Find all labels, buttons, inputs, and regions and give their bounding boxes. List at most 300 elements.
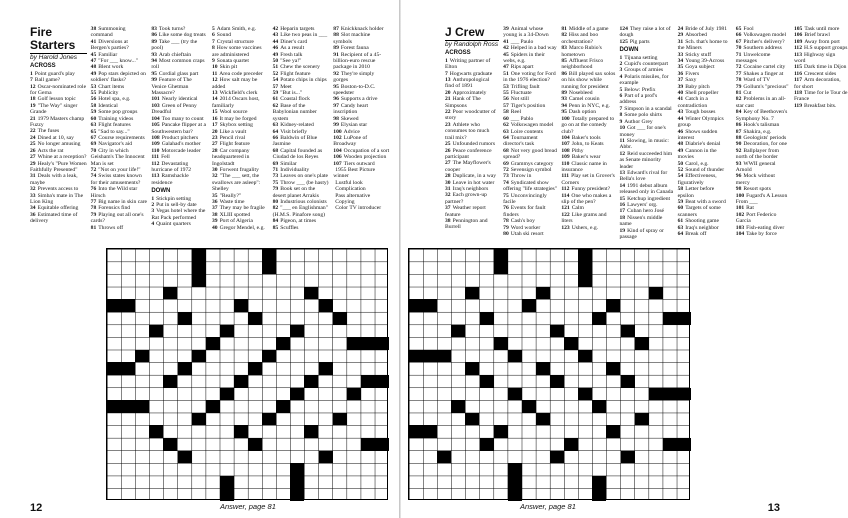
black-square [107,362,121,375]
clue-number: 16 [211,115,218,122]
clue-text: Scuffles [280,224,299,231]
black-square [409,350,423,363]
clue-text: Fresh talk [280,51,303,58]
clue-text: Adam Smith, e.g. [216,26,257,32]
clue-number: 78 [503,218,509,225]
black-square [248,362,262,375]
clue-number: 45 [90,51,97,58]
clue-number: 37 [445,205,451,212]
clue-text: Acts the rat [37,147,64,154]
black-square [178,312,192,325]
clue-number: 68 [272,147,279,154]
clue-text: 1955 Best Picture winner [333,166,376,180]
clue-number: 93 [735,160,742,167]
clue-text: Stickpin setting [156,195,192,202]
clue-item [503,180,557,193]
clue-number: 72 [735,64,742,71]
black-square [290,388,304,401]
black-square [494,337,508,350]
clue-text: Take by force [746,231,777,237]
black-square [480,438,494,451]
clue-number: 9 [619,118,623,125]
black-square [649,388,663,401]
clue-number: 33 [30,192,36,199]
clue-number: 63 [677,224,684,231]
clue-text: Wool source [219,109,248,116]
clue-number: 106 [793,32,803,39]
black-square [178,362,192,375]
clue-text: Loire contents [510,128,543,135]
clue-number: 72 [503,166,509,173]
clue-text: Affluent Frisco neighborhood [561,58,604,71]
clue-number: 86 [151,32,157,39]
clue-text: Penn in NYC, e.g. [568,102,610,109]
clue-number: 13 [211,90,218,97]
clue-number: 49 [90,70,97,77]
clue-text: Baby pitch [685,83,710,90]
black-square [276,337,290,350]
clue-text: Sticky stuff [685,51,712,58]
clue-text: Athlete who consumes too much trail mix? [445,121,490,141]
black-square [163,375,177,388]
clue-number: 63 [503,128,509,135]
clue-text: Visit briefly [280,128,308,135]
black-square [262,413,276,426]
black-square [550,451,564,464]
clue-number: 93 [151,51,157,58]
right-page [400,0,848,518]
black-square [451,400,465,413]
clue-number: 64 [272,128,279,135]
clue-number: 4 [151,221,155,228]
clue-number: 85 [272,224,279,231]
clue-text: Fluctuate [510,90,532,97]
right-down-heading: DOWN [619,47,639,54]
clue-number: 108 [151,134,160,141]
clue-item [445,77,499,90]
clue-item [273,135,330,148]
clue-number: 102 [735,211,745,218]
clue-item [91,26,148,39]
clue-number: 36 [211,198,218,205]
clue-number: 118 [793,90,803,97]
clue-text: Diversions at Bergen's parties? [90,38,129,52]
clue-text: Volkswagen model [743,32,786,39]
black-square [163,438,177,451]
black-square [423,425,437,438]
clue-item [212,96,269,109]
black-square [578,274,592,287]
black-square [621,325,635,338]
clue-item [678,173,732,186]
clue-text: Play set in Grover's Corners [561,173,615,186]
clue-text: Base of the Babylonian number system [272,102,317,122]
black-square [121,400,135,413]
clue-item [273,205,330,218]
clue-text: City in which Geisham's The Innocent Man is set [90,147,145,167]
black-square [206,337,220,350]
clue-text: Crescent sides [804,70,837,77]
black-square [494,262,508,275]
clue-text: Supports a drive [340,96,378,103]
black-square [135,400,149,413]
clue-text: Dined at 10, say [37,134,74,141]
clue-text: Breakfast bits. [804,102,837,109]
clue-text: Reid succeeded him as Senate minority leader [619,150,673,170]
clue-text: Shakes a finger at [743,70,784,77]
clue-item [445,122,499,141]
clue-text: Chew the scenery [280,64,320,71]
left-crossword-grid[interactable] [106,248,388,500]
clue-number: 101 [735,205,745,212]
clue-text: Spiders in their webs, e.g. [503,51,545,65]
clue-text: Anthropological find of 1891 [445,77,490,90]
clue-text: Writing partner of Elton [445,57,491,71]
clue-text: Capital founded as Ciudad de los Reyes [272,147,323,161]
clue-text: Summoning command [90,26,126,39]
clue-number: 47 [90,58,97,65]
clue-item [30,161,87,174]
clue-number: 7 [445,70,448,77]
clue-text: Baldwin of Blue Jasmine [272,134,318,148]
clue-text: Fivers [685,70,700,77]
clue-item [151,208,208,221]
clue-text: Product pitchers [161,134,199,141]
clue-number: 50 [677,160,684,167]
clue-item [445,218,499,231]
right-title-box [445,26,499,48]
clue-item [736,52,790,65]
clue-text: Candy heart inscription [333,102,369,116]
clue-item [273,186,330,199]
clue-text: Like a vault [219,128,247,135]
clue-text: Forensics find [98,205,131,212]
clue-text: Estimated time of delivery [30,211,78,225]
clue-number: 49 [677,147,684,154]
clue-item [503,148,557,161]
black-square [677,312,691,325]
clue-number: 23 [445,121,451,128]
clue-number: 39 [677,83,684,90]
clue-number: 78 [735,77,742,84]
black-square [262,350,276,363]
clue-item [445,160,499,173]
clue-number: 40 [211,224,218,231]
clue-number: 65 [90,128,97,135]
clue-text: Shooting game [685,218,719,225]
clue-text: Groups of armies [624,67,664,74]
black-square [508,388,522,401]
black-square [536,413,550,426]
clue-text: Geologists' periods [743,134,787,141]
clue-number: 77 [90,198,97,205]
clue-item [678,148,732,161]
clue-text: WWII general Arnold [735,160,776,173]
clue-text: "Not on your life!" [98,166,141,173]
clue-number: 5 [211,26,215,32]
clue-number: 82 [272,205,279,212]
clue-text: Tiger's position [510,102,546,109]
clue-text: Skybox setting [219,122,253,129]
clue-text: Young 39-Across [685,58,725,65]
clue-text: Fell [161,154,170,161]
clue-item [445,192,499,205]
clue-text: Saxy [685,77,697,84]
clue-text: Cannon in the movies [677,147,717,161]
clue-text: Absorbed [685,32,707,39]
clue-text: Events for fault finders [503,205,546,218]
clue-text: 1991 debut album released only in Canada [619,182,674,196]
clue-item [91,71,148,84]
clue-text: Brief brawl [804,32,830,39]
clue-text: "Really?" [219,192,242,199]
clue-text: Navigator's aid [98,141,133,148]
black-square [347,388,361,401]
clue-text: Lawyers' org. [627,201,658,208]
clue-number: 32 [211,173,218,180]
clue-text: Peace conference participant [445,147,492,160]
clue-text: Take ___ (try the pool) [151,38,198,52]
clue-number: 26 [445,147,451,154]
clue-text: Kind of spray or passage [619,227,664,240]
clue-text: Hogwarts graduate [449,70,493,77]
clue-item [445,96,499,109]
clue-text: Pigeon, at times [280,218,317,225]
clue-number: 30 [445,179,451,186]
black-square [592,488,606,501]
clue-item [794,52,848,65]
left-extra-list [333,167,390,212]
black-square [465,287,479,300]
clue-number: 79 [90,211,97,218]
clue-number: 28 [445,173,451,180]
clue-text: Ushers, e.g. [571,224,599,231]
clue-text: Tijuana setting [624,54,658,61]
clue-item [619,138,673,151]
black-square [592,476,606,489]
clue-item [561,173,615,186]
clue-text: Task until more [804,26,840,32]
clue-number: 110 [561,160,570,167]
clue-text: Hook's talisman [743,122,780,129]
clue-number: 38 [445,217,451,224]
clue-number: 23 [211,134,218,141]
clue-number: 46 [272,45,279,52]
clue-number: 58 [677,186,684,193]
black-square [465,413,479,426]
clue-number: 38 [211,211,218,218]
clue-number: 97 [333,102,339,109]
clue-item [273,225,330,231]
clue-item [561,193,615,206]
black-square [606,425,620,438]
left-across-heading: ACROSS [30,63,56,70]
clue-item [619,215,673,228]
clue-number: 69 [503,160,509,167]
clue-number: 48 [677,141,684,148]
clue-item [619,151,673,170]
clue-number: 88 [735,134,742,141]
clue-text: Deals with a leak, maybe [30,173,78,186]
clue-text: Vegas hotel where the Rat Pack performed [151,208,206,221]
clue-number: 21 [30,115,36,122]
black-square [163,287,177,300]
clue-item [736,193,790,206]
black-square [522,400,536,413]
clue-text: Key of Beethoven's Symphony No. 7 [735,109,788,122]
clue-text: 2014 Oscars host, familiarly [211,96,260,109]
clue-number: 54 [272,77,279,84]
clue-text: Point guard's play [34,70,75,77]
clue-number: 18 [30,96,36,103]
clue-number: 60 [677,205,684,212]
left-puzzle-byline: by Harold Jones [30,54,77,61]
clue-text: Away from port [804,38,840,45]
clue-number: 123 [561,224,570,231]
clue-number: 64 [503,134,509,141]
black-square [135,350,149,363]
black-square [536,287,550,300]
right-crossword-grid[interactable] [408,248,690,500]
black-square [290,325,304,338]
clue-item [30,193,87,206]
black-square [536,362,550,375]
clue-text: Time for le Tour de France [793,90,848,103]
clue-text: ___ Paulo [510,38,534,45]
clue-text: Ward of TV [743,77,771,84]
clue-number: 103 [735,224,745,231]
clue-item [445,58,499,71]
clue-text: Golf lesson topic [37,96,76,103]
clue-text: Coastal flock [280,96,310,103]
clue-number: 10 [619,125,626,132]
clue-text: Crystal structure [216,38,254,45]
black-square [578,249,592,262]
clue-number: 32 [30,186,36,193]
black-square [578,262,592,275]
clue-text: Heparin targets [280,26,315,32]
clue-text: Iraq's neighbors [452,185,489,192]
clue-item [619,74,673,87]
black-square [149,425,163,438]
clue-item [333,135,390,148]
clue-text: Leave in hot water [452,179,495,186]
clue-number: 71 [735,51,742,58]
clue-number: 39 [503,26,509,32]
clue-number: 109 [151,141,160,148]
black-square [262,262,276,275]
clue-text: Animal whose young is a 34-Down [503,26,549,39]
clue-text: Edward's rival for Bella's love [619,169,668,183]
clue-text: "___ en Englishman" (H.M.S. Pinafore song) [272,205,328,218]
clue-number: 60 [90,115,97,122]
black-square [220,388,234,401]
clue-text: Arab chieftain [158,51,192,58]
clue-text: Galahad's mother [161,141,201,148]
black-square [508,488,522,501]
clue-item [333,167,390,180]
clue-item [794,90,848,103]
black-square [423,350,437,363]
clue-item [91,186,148,199]
black-square [480,312,494,325]
clue-number: 1 [151,195,155,202]
clue-item [678,39,732,52]
black-square [465,362,479,375]
clue-number: 54 [677,173,684,180]
clue-text: Shows sudden interest [677,128,718,141]
clue-item [333,71,390,84]
clue-number: 99 [333,122,339,129]
clue-number: 95 [151,70,157,77]
clue-number: 27 [445,160,451,167]
clue-number: 89 [561,90,567,97]
clue-number: 2 [619,61,623,68]
clue-number: 42 [503,45,509,52]
clue-number: 87 [735,128,742,135]
clue-number: 117 [793,77,803,84]
clue-item [736,96,790,109]
black-square [409,299,423,312]
clue-item [678,129,732,142]
clue-text: Playing out all one's cards? [90,211,144,225]
clue-item [151,77,208,96]
clue-text: Diner's card [280,38,308,45]
clue-text: Not still [510,96,529,103]
clue-text: Got ___ for one's money [619,125,666,138]
clue-text: Forest fauna [340,45,369,52]
clue-item [736,148,790,161]
clue-item [151,103,208,116]
clue-text: Hank of The Simpsons [445,96,481,109]
clue-number: 59 [272,90,279,97]
clue-number: 77 [735,70,742,77]
black-square [621,375,635,388]
clue-text: Cuban hero José [627,208,665,215]
clue-item [619,170,673,183]
clue-text: Word worker [510,224,541,231]
clue-number: 27 [30,154,36,161]
black-square [663,388,677,401]
clue-text: XLIII spotted [219,211,251,218]
clue-item [619,183,673,196]
black-square [375,375,389,388]
clue-text: Dark time in Dijon [804,64,847,71]
left-puzzle-title: Fire Starters [30,26,87,54]
clue-number: 76 [503,205,509,212]
clue-number: 49 [272,51,279,58]
clue-text: Cash's boy [510,218,535,225]
black-square [508,350,522,363]
clue-text: Throw in [510,173,532,180]
clue-text: Potato chips in chips [280,77,327,84]
clue-number: 64 [677,231,684,237]
clue-text: Reel [510,109,522,116]
clue-number: 18 [619,214,626,221]
clue-item [561,212,615,225]
clue-number: 46 [677,128,684,135]
clue-number: 96 [735,173,742,180]
clue-item [333,205,390,211]
clue-text: Feature of The Venice Ghetman Massacre? [151,77,192,97]
clue-item [91,39,148,52]
black-square [592,312,606,325]
clue-text: Advice [343,128,360,135]
clue-number: 33 [677,51,684,58]
clue-text: Lustful look [335,179,363,186]
clue-number: 20 [211,128,218,135]
clue-number: 5 [619,86,623,93]
